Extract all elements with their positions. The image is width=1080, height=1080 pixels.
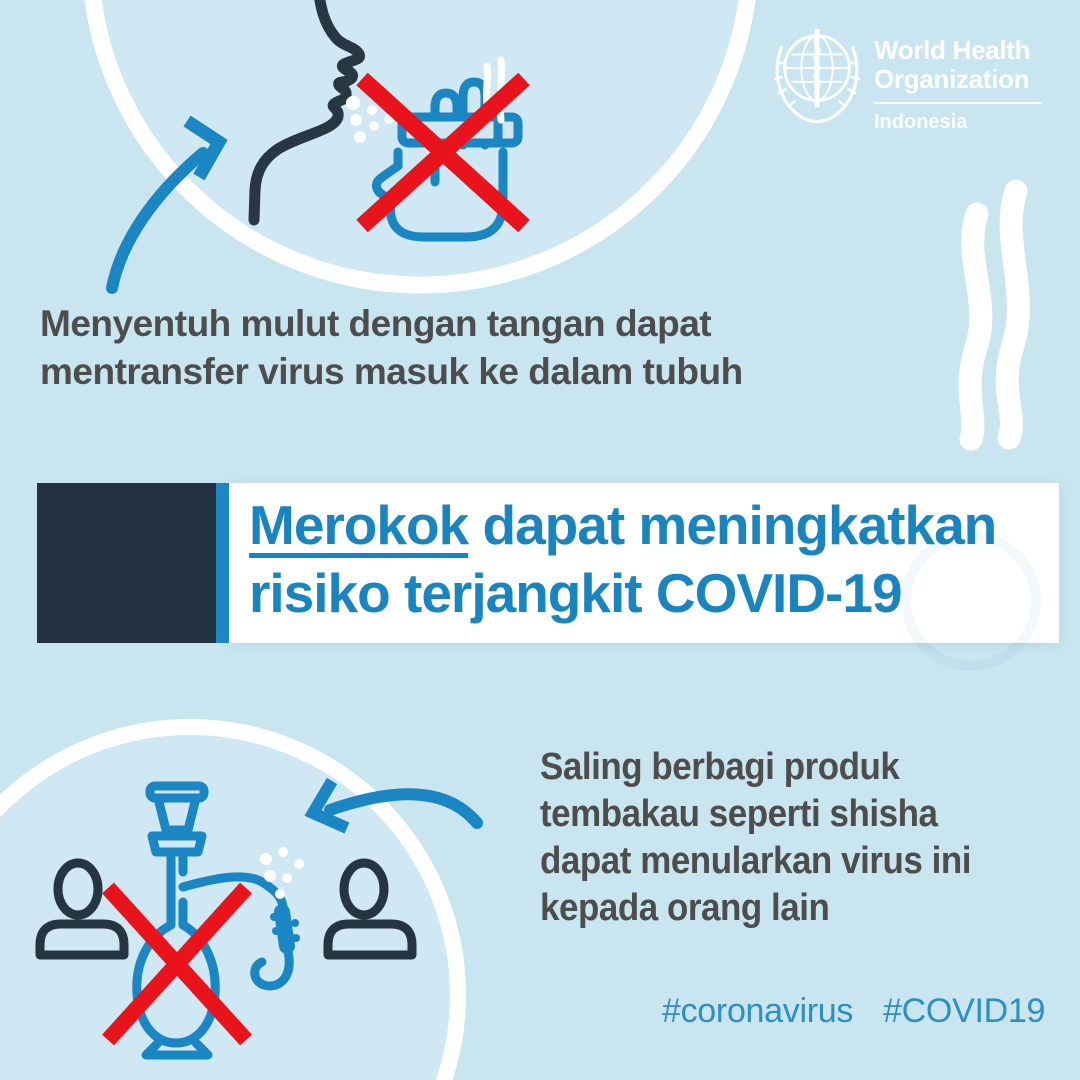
- bottom-caption-line2: tembakau seperti shisha: [540, 793, 938, 835]
- top-caption: [40, 300, 743, 396]
- bottom-caption-line1: Saling berbagi produk: [540, 746, 900, 788]
- bottom-caption-line3: dapat menularkan virus ini: [540, 840, 972, 882]
- bottom-caption-line4: kepada orang lain: [540, 887, 830, 929]
- top-caption-line2: mentransfer virus masuk ke dalam tubuh: [40, 351, 743, 392]
- who-logo-text: [874, 22, 1042, 134]
- who-name-line2: Organization: [874, 64, 1030, 94]
- who-region-label: Indonesia: [874, 111, 968, 133]
- hashtag-coronavirus: #coronavirus: [662, 992, 854, 1030]
- smoke-waves-icon: [970, 191, 1018, 439]
- banner-accent-stripe: [216, 483, 229, 643]
- banner-headline-box: [229, 483, 1059, 643]
- headline-banner: [37, 483, 1059, 643]
- watermark-circle: [901, 531, 1041, 671]
- bottom-caption: [540, 744, 971, 932]
- hashtags: [662, 992, 1045, 1031]
- banner-dark-block: [37, 483, 216, 643]
- who-name-line1: World Health: [874, 35, 1031, 65]
- hashtag-covid19: #COVID19: [883, 992, 1046, 1030]
- who-logo: [768, 22, 1042, 134]
- top-caption-line1: Menyentuh mulut dengan tangan dapat: [40, 303, 712, 344]
- headline-line1-rest: dapat meningkatkan: [468, 494, 997, 556]
- headline-underlined-word: Merokok: [249, 494, 469, 556]
- headline-line2: risiko terjangkit COVID-19: [249, 562, 902, 624]
- who-emblem-icon: [768, 22, 866, 126]
- who-divider: [874, 102, 1042, 104]
